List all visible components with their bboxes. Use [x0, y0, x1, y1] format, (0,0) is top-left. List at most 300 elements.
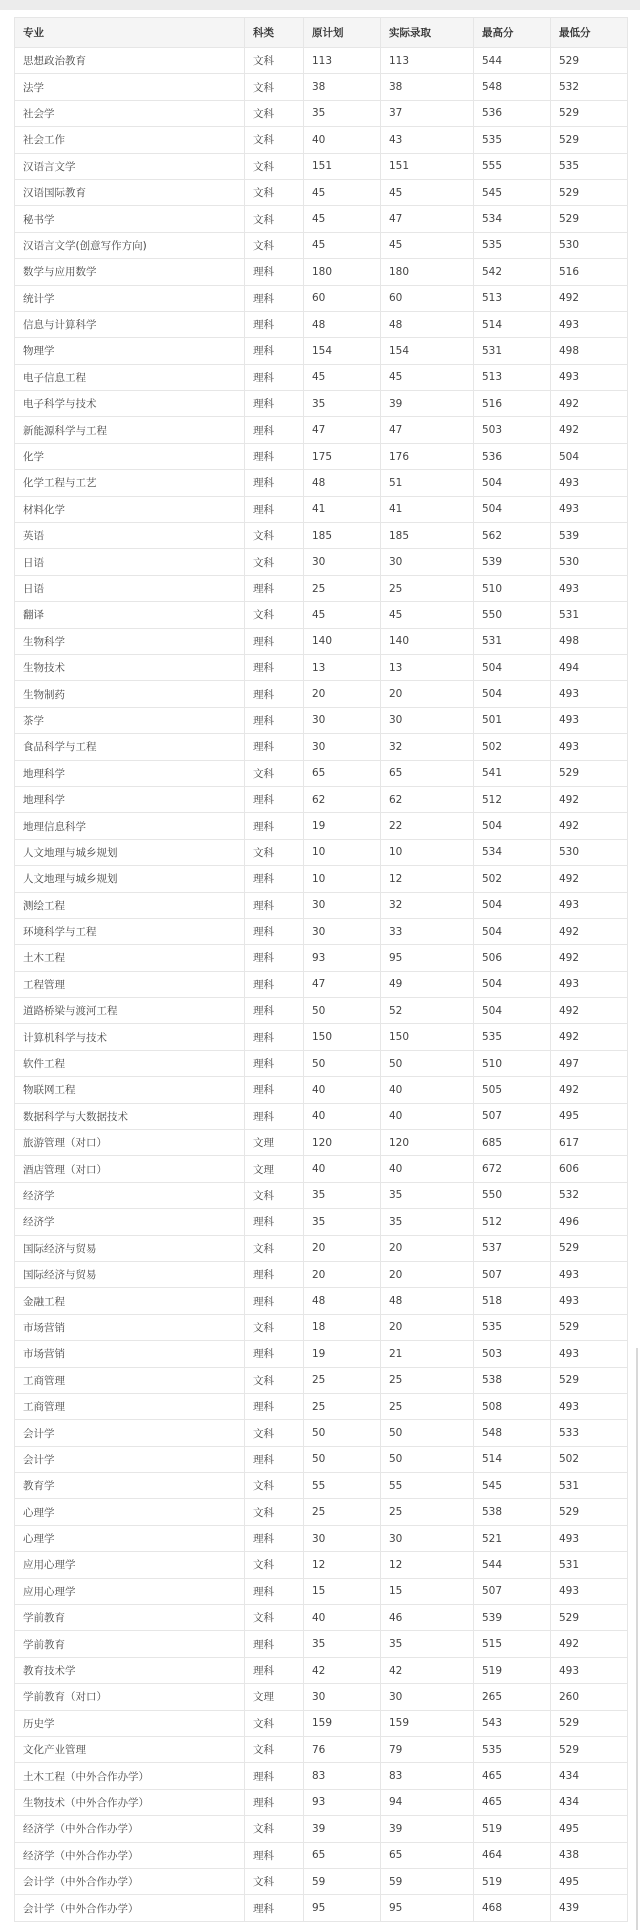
category-cell: 理科 — [245, 813, 304, 839]
admitted-cell: 159 — [381, 1710, 474, 1736]
max-score-cell: 510 — [474, 575, 551, 601]
max-score-cell: 508 — [474, 1393, 551, 1419]
max-score-cell: 504 — [474, 681, 551, 707]
admitted-cell: 65 — [381, 1842, 474, 1868]
planned-cell: 30 — [304, 549, 381, 575]
category-cell: 文科 — [245, 549, 304, 575]
planned-cell: 10 — [304, 839, 381, 865]
admitted-cell: 25 — [381, 575, 474, 601]
table-row — [15, 1816, 628, 1842]
category-cell: 理科 — [245, 575, 304, 601]
category-cell: 理科 — [245, 364, 304, 390]
header-admitted: 实际录取 — [381, 18, 474, 48]
max-score-cell: 538 — [474, 1367, 551, 1393]
category-cell: 理科 — [245, 391, 304, 417]
major-cell: 物联网工程 — [15, 1077, 245, 1103]
table-row — [15, 602, 628, 628]
min-score-cell: 530 — [551, 549, 628, 575]
table-row — [15, 311, 628, 337]
table-row — [15, 285, 628, 311]
max-score-cell: 534 — [474, 206, 551, 232]
scrollbar[interactable] — [636, 1348, 638, 1930]
admitted-cell: 176 — [381, 443, 474, 469]
major-cell: 地理科学 — [15, 760, 245, 786]
admitted-cell: 41 — [381, 496, 474, 522]
max-score-cell: 536 — [474, 443, 551, 469]
category-cell: 理科 — [245, 1288, 304, 1314]
major-cell: 环境科学与工程 — [15, 918, 245, 944]
max-score-cell: 504 — [474, 892, 551, 918]
table-row — [15, 1393, 628, 1419]
min-score-cell: 529 — [551, 179, 628, 205]
max-score-cell: 512 — [474, 786, 551, 812]
major-cell: 新能源科学与工程 — [15, 417, 245, 443]
major-cell: 工商管理 — [15, 1393, 245, 1419]
min-score-cell: 531 — [551, 602, 628, 628]
major-cell: 国际经济与贸易 — [15, 1261, 245, 1287]
category-cell: 理科 — [245, 1077, 304, 1103]
max-score-cell: 514 — [474, 1446, 551, 1472]
category-cell: 文科 — [245, 100, 304, 126]
planned-cell: 40 — [304, 1077, 381, 1103]
category-cell: 理科 — [245, 285, 304, 311]
category-cell: 理科 — [245, 1789, 304, 1815]
max-score-cell: 535 — [474, 1024, 551, 1050]
table-row — [15, 153, 628, 179]
max-score-cell: 504 — [474, 813, 551, 839]
major-cell: 生物科学 — [15, 628, 245, 654]
table-row — [15, 1103, 628, 1129]
table-row — [15, 1288, 628, 1314]
max-score-cell: 514 — [474, 311, 551, 337]
category-cell: 文科 — [245, 1314, 304, 1340]
admitted-cell: 30 — [381, 707, 474, 733]
major-cell: 茶学 — [15, 707, 245, 733]
category-cell: 理科 — [245, 918, 304, 944]
min-score-cell: 493 — [551, 364, 628, 390]
category-cell: 理科 — [245, 681, 304, 707]
planned-cell: 30 — [304, 707, 381, 733]
max-score-cell: 539 — [474, 1605, 551, 1631]
max-score-cell: 535 — [474, 232, 551, 258]
max-score-cell: 672 — [474, 1156, 551, 1182]
max-score-cell: 534 — [474, 839, 551, 865]
category-cell: 文科 — [245, 206, 304, 232]
max-score-cell: 519 — [474, 1657, 551, 1683]
admitted-cell: 32 — [381, 892, 474, 918]
admitted-cell: 45 — [381, 232, 474, 258]
planned-cell: 13 — [304, 654, 381, 680]
major-cell: 电子信息工程 — [15, 364, 245, 390]
table-row — [15, 945, 628, 971]
category-cell: 理科 — [245, 654, 304, 680]
major-cell: 市场营销 — [15, 1314, 245, 1340]
major-cell: 酒店管理（对口） — [15, 1156, 245, 1182]
header-category: 科类 — [245, 18, 304, 48]
min-score-cell: 434 — [551, 1763, 628, 1789]
min-score-cell: 492 — [551, 1024, 628, 1050]
planned-cell: 25 — [304, 1367, 381, 1393]
admitted-cell: 12 — [381, 866, 474, 892]
category-cell: 理科 — [245, 470, 304, 496]
admitted-cell: 20 — [381, 1235, 474, 1261]
major-cell: 文化产业管理 — [15, 1737, 245, 1763]
major-cell: 化学工程与工艺 — [15, 470, 245, 496]
min-score-cell: 529 — [551, 127, 628, 153]
min-score-cell: 495 — [551, 1816, 628, 1842]
major-cell: 会计学（中外合作办学） — [15, 1868, 245, 1894]
admitted-cell: 113 — [381, 48, 474, 74]
category-cell: 文理 — [245, 1156, 304, 1182]
category-cell: 文科 — [245, 602, 304, 628]
min-score-cell: 492 — [551, 918, 628, 944]
planned-cell: 185 — [304, 523, 381, 549]
admission-score-table — [14, 17, 628, 1922]
max-score-cell: 502 — [474, 734, 551, 760]
min-score-cell: 529 — [551, 1605, 628, 1631]
table-row — [15, 1420, 628, 1446]
admitted-cell: 25 — [381, 1367, 474, 1393]
table-row — [15, 866, 628, 892]
major-cell: 经济学 — [15, 1209, 245, 1235]
table-row — [15, 1895, 628, 1921]
max-score-cell: 543 — [474, 1710, 551, 1736]
table-row — [15, 1578, 628, 1604]
category-cell: 文科 — [245, 1420, 304, 1446]
table-row — [15, 470, 628, 496]
max-score-cell: 510 — [474, 1050, 551, 1076]
major-cell: 电子科学与技术 — [15, 391, 245, 417]
planned-cell: 20 — [304, 1235, 381, 1261]
table-row — [15, 1710, 628, 1736]
table-row — [15, 1235, 628, 1261]
min-score-cell: 493 — [551, 496, 628, 522]
max-score-cell: 519 — [474, 1868, 551, 1894]
category-cell: 文科 — [245, 523, 304, 549]
table-row — [15, 206, 628, 232]
min-score-cell: 493 — [551, 311, 628, 337]
max-score-cell: 506 — [474, 945, 551, 971]
min-score-cell: 498 — [551, 628, 628, 654]
category-cell: 理科 — [245, 1763, 304, 1789]
category-cell: 理科 — [245, 1024, 304, 1050]
planned-cell: 19 — [304, 1341, 381, 1367]
major-cell: 人文地理与城乡规划 — [15, 866, 245, 892]
max-score-cell: 265 — [474, 1684, 551, 1710]
major-cell: 学前教育 — [15, 1631, 245, 1657]
table-row — [15, 179, 628, 205]
max-score-cell: 521 — [474, 1525, 551, 1551]
table-row — [15, 1156, 628, 1182]
max-score-cell: 502 — [474, 866, 551, 892]
max-score-cell: 516 — [474, 391, 551, 417]
table-row — [15, 734, 628, 760]
max-score-cell: 512 — [474, 1209, 551, 1235]
admitted-cell: 59 — [381, 1868, 474, 1894]
max-score-cell: 550 — [474, 602, 551, 628]
admitted-cell: 40 — [381, 1103, 474, 1129]
table-row — [15, 681, 628, 707]
admitted-cell: 180 — [381, 259, 474, 285]
category-cell: 理科 — [245, 1842, 304, 1868]
major-cell: 工商管理 — [15, 1367, 245, 1393]
max-score-cell: 550 — [474, 1182, 551, 1208]
min-score-cell: 539 — [551, 523, 628, 549]
admitted-cell: 55 — [381, 1473, 474, 1499]
category-cell: 文科 — [245, 1182, 304, 1208]
admitted-cell: 47 — [381, 206, 474, 232]
max-score-cell: 545 — [474, 179, 551, 205]
admitted-cell: 83 — [381, 1763, 474, 1789]
admitted-cell: 49 — [381, 971, 474, 997]
table-row — [15, 971, 628, 997]
admitted-cell: 20 — [381, 681, 474, 707]
table-row — [15, 1024, 628, 1050]
max-score-cell: 504 — [474, 654, 551, 680]
min-score-cell: 493 — [551, 892, 628, 918]
table-row — [15, 1182, 628, 1208]
max-score-cell: 513 — [474, 364, 551, 390]
max-score-cell: 548 — [474, 1420, 551, 1446]
planned-cell: 38 — [304, 74, 381, 100]
planned-cell: 175 — [304, 443, 381, 469]
admitted-cell: 35 — [381, 1209, 474, 1235]
admitted-cell: 45 — [381, 602, 474, 628]
table-row — [15, 74, 628, 100]
category-cell: 文科 — [245, 127, 304, 153]
admitted-cell: 45 — [381, 179, 474, 205]
max-score-cell: 535 — [474, 1737, 551, 1763]
min-score-cell: 493 — [551, 1393, 628, 1419]
major-cell: 道路桥梁与渡河工程 — [15, 998, 245, 1024]
max-score-cell: 538 — [474, 1499, 551, 1525]
planned-cell: 65 — [304, 760, 381, 786]
max-score-cell: 507 — [474, 1103, 551, 1129]
major-cell: 英语 — [15, 523, 245, 549]
major-cell: 学前教育 — [15, 1605, 245, 1631]
admitted-cell: 21 — [381, 1341, 474, 1367]
table-row — [15, 1446, 628, 1472]
admitted-cell: 12 — [381, 1552, 474, 1578]
admitted-cell: 13 — [381, 654, 474, 680]
min-score-cell: 492 — [551, 945, 628, 971]
min-score-cell: 498 — [551, 338, 628, 364]
max-score-cell: 503 — [474, 417, 551, 443]
planned-cell: 154 — [304, 338, 381, 364]
min-score-cell: 493 — [551, 1261, 628, 1287]
table-row — [15, 391, 628, 417]
min-score-cell: 495 — [551, 1103, 628, 1129]
category-cell: 理科 — [245, 311, 304, 337]
admitted-cell: 39 — [381, 1816, 474, 1842]
planned-cell: 65 — [304, 1842, 381, 1868]
category-cell: 理科 — [245, 971, 304, 997]
admitted-cell: 33 — [381, 918, 474, 944]
admitted-cell: 25 — [381, 1393, 474, 1419]
planned-cell: 150 — [304, 1024, 381, 1050]
major-cell: 工程管理 — [15, 971, 245, 997]
major-cell: 数据科学与大数据技术 — [15, 1103, 245, 1129]
planned-cell: 45 — [304, 179, 381, 205]
table-row — [15, 127, 628, 153]
planned-cell: 120 — [304, 1130, 381, 1156]
table-row — [15, 918, 628, 944]
major-cell: 数学与应用数学 — [15, 259, 245, 285]
major-cell: 汉语言文学 — [15, 153, 245, 179]
major-cell: 经济学（中外合作办学） — [15, 1816, 245, 1842]
admitted-cell: 50 — [381, 1420, 474, 1446]
category-cell: 理科 — [245, 1261, 304, 1287]
planned-cell: 30 — [304, 892, 381, 918]
planned-cell: 159 — [304, 1710, 381, 1736]
major-cell: 社会工作 — [15, 127, 245, 153]
planned-cell: 93 — [304, 945, 381, 971]
category-cell: 理科 — [245, 443, 304, 469]
major-cell: 教育学 — [15, 1473, 245, 1499]
major-cell: 金融工程 — [15, 1288, 245, 1314]
category-cell: 文科 — [245, 1235, 304, 1261]
admitted-cell: 46 — [381, 1605, 474, 1631]
table-row — [15, 1130, 628, 1156]
planned-cell: 50 — [304, 998, 381, 1024]
category-cell: 文科 — [245, 1868, 304, 1894]
admitted-cell: 35 — [381, 1631, 474, 1657]
category-cell: 文科 — [245, 1552, 304, 1578]
major-cell: 心理学 — [15, 1499, 245, 1525]
category-cell: 文科 — [245, 1816, 304, 1842]
category-cell: 理科 — [245, 786, 304, 812]
planned-cell: 25 — [304, 1499, 381, 1525]
table-row — [15, 1605, 628, 1631]
min-score-cell: 493 — [551, 1288, 628, 1314]
planned-cell: 40 — [304, 1605, 381, 1631]
table-row — [15, 1367, 628, 1393]
min-score-cell: 530 — [551, 232, 628, 258]
planned-cell: 30 — [304, 918, 381, 944]
max-score-cell: 685 — [474, 1130, 551, 1156]
category-cell: 文科 — [245, 153, 304, 179]
major-cell: 材料化学 — [15, 496, 245, 522]
min-score-cell: 493 — [551, 707, 628, 733]
planned-cell: 59 — [304, 1868, 381, 1894]
admitted-cell: 35 — [381, 1182, 474, 1208]
admitted-cell: 37 — [381, 100, 474, 126]
planned-cell: 20 — [304, 681, 381, 707]
min-score-cell: 492 — [551, 813, 628, 839]
table-row — [15, 654, 628, 680]
max-score-cell: 545 — [474, 1473, 551, 1499]
planned-cell: 42 — [304, 1657, 381, 1683]
admitted-cell: 94 — [381, 1789, 474, 1815]
header-major: 专业 — [15, 18, 245, 48]
major-cell: 经济学（中外合作办学） — [15, 1842, 245, 1868]
admitted-cell: 15 — [381, 1578, 474, 1604]
min-score-cell: 535 — [551, 153, 628, 179]
min-score-cell: 493 — [551, 1341, 628, 1367]
max-score-cell: 536 — [474, 100, 551, 126]
table-row — [15, 1261, 628, 1287]
planned-cell: 35 — [304, 100, 381, 126]
category-cell: 文科 — [245, 1605, 304, 1631]
planned-cell: 50 — [304, 1050, 381, 1076]
major-cell: 日语 — [15, 575, 245, 601]
min-score-cell: 502 — [551, 1446, 628, 1472]
major-cell: 秘书学 — [15, 206, 245, 232]
major-cell: 测绘工程 — [15, 892, 245, 918]
admitted-cell: 185 — [381, 523, 474, 549]
table-row — [15, 259, 628, 285]
planned-cell: 83 — [304, 1763, 381, 1789]
category-cell: 文科 — [245, 1367, 304, 1393]
table-row — [15, 707, 628, 733]
min-score-cell: 529 — [551, 1499, 628, 1525]
table-row — [15, 1552, 628, 1578]
table-row — [15, 523, 628, 549]
major-cell: 地理信息科学 — [15, 813, 245, 839]
planned-cell: 30 — [304, 1684, 381, 1710]
table-row — [15, 575, 628, 601]
category-cell: 理科 — [245, 496, 304, 522]
min-score-cell: 492 — [551, 786, 628, 812]
planned-cell: 35 — [304, 391, 381, 417]
planned-cell: 40 — [304, 1156, 381, 1182]
min-score-cell: 516 — [551, 259, 628, 285]
table-row — [15, 443, 628, 469]
planned-cell: 35 — [304, 1631, 381, 1657]
category-cell: 文理 — [245, 1684, 304, 1710]
admitted-cell: 50 — [381, 1446, 474, 1472]
top-bar — [0, 0, 640, 10]
min-score-cell: 496 — [551, 1209, 628, 1235]
admitted-cell: 10 — [381, 839, 474, 865]
table-row — [15, 1050, 628, 1076]
major-cell: 应用心理学 — [15, 1578, 245, 1604]
admitted-cell: 32 — [381, 734, 474, 760]
table-row — [15, 549, 628, 575]
planned-cell: 25 — [304, 1393, 381, 1419]
major-cell: 地理科学 — [15, 786, 245, 812]
category-cell: 理科 — [245, 1341, 304, 1367]
major-cell: 化学 — [15, 443, 245, 469]
table-row — [15, 1473, 628, 1499]
admitted-cell: 65 — [381, 760, 474, 786]
category-cell: 理科 — [245, 1050, 304, 1076]
table-row — [15, 628, 628, 654]
min-score-cell: 529 — [551, 1710, 628, 1736]
planned-cell: 50 — [304, 1446, 381, 1472]
planned-cell: 15 — [304, 1578, 381, 1604]
admitted-cell: 51 — [381, 470, 474, 496]
major-cell: 旅游管理（对口） — [15, 1130, 245, 1156]
min-score-cell: 438 — [551, 1842, 628, 1868]
min-score-cell: 492 — [551, 866, 628, 892]
category-cell: 文科 — [245, 1473, 304, 1499]
min-score-cell: 533 — [551, 1420, 628, 1446]
min-score-cell: 529 — [551, 1235, 628, 1261]
min-score-cell: 529 — [551, 1737, 628, 1763]
planned-cell: 140 — [304, 628, 381, 654]
max-score-cell: 504 — [474, 918, 551, 944]
min-score-cell: 434 — [551, 1789, 628, 1815]
max-score-cell: 504 — [474, 971, 551, 997]
category-cell: 理科 — [245, 1393, 304, 1419]
major-cell: 翻译 — [15, 602, 245, 628]
table-row — [15, 338, 628, 364]
major-cell: 国际经济与贸易 — [15, 1235, 245, 1261]
admitted-cell: 42 — [381, 1657, 474, 1683]
table-row — [15, 1868, 628, 1894]
planned-cell: 48 — [304, 311, 381, 337]
